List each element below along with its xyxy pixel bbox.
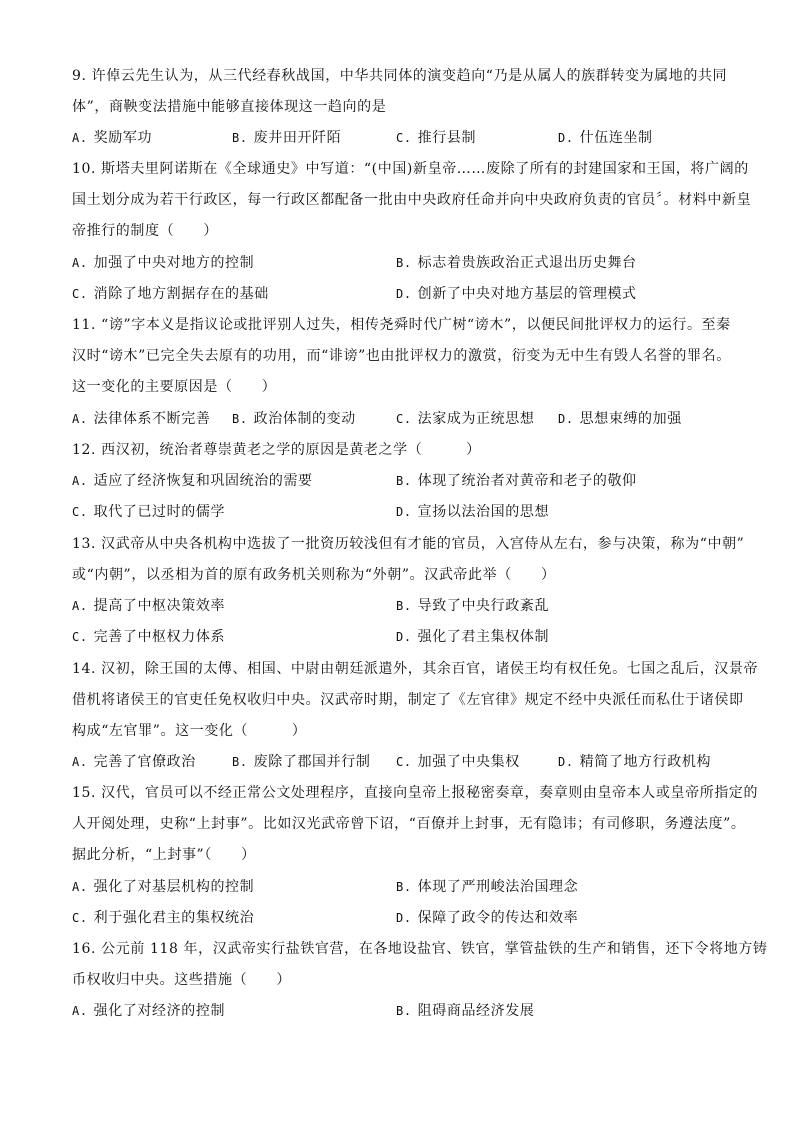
option-c[interactable]: C. 消除了地方割据存在的基础: [72, 286, 269, 302]
option-b[interactable]: B. 标志着贵族政治正式退出历史舞台: [396, 255, 637, 271]
question-text-line: 汉时“谤木”已完全失去原有的功用，而“诽谤”也由批评权力的激赏，衍变为无中生有毁人名誉的罪名。: [72, 348, 731, 364]
question-text-line: 帝推行的制度（ ）: [72, 223, 218, 239]
option-a[interactable]: A. 强化了对经济的控制: [72, 1003, 226, 1019]
question-15: [72, 778, 759, 871]
option-b[interactable]: B. 导致了中央行政紊乱: [396, 598, 550, 614]
option-a[interactable]: A. 提高了中枢决策效率: [72, 598, 226, 614]
question-text-line: 或“内朝”，以丞相为首的原有政务机关则称为“外朝”。汉武帝此举（ ）: [72, 567, 556, 583]
question-text-line: 15. 汉代，官员可以不经正常公文处理程序，直接向皇帝上报秘密奏章，奏章则由皇帝本人或皇帝所指定的: [72, 785, 759, 801]
option-d[interactable]: D. 思想束缚的加强: [558, 411, 682, 427]
question-text-line: 9. 许倬云先生认为，从三代经春秋战国，中华共同体的演变趋向“乃是从属人的族群转变为属地的共同: [72, 68, 728, 84]
question-12: [72, 435, 722, 466]
question-9: [72, 61, 728, 123]
question-text-line: 11. “谤”字本义是指议论或批评别人过失，相传尧舜时代广树“谤木”，以便民间批评权力的运行。至秦: [72, 317, 731, 333]
question-text-line: 12. 西汉初，统治者尊崇黄老之学的原因是黄老之学（ ）: [72, 442, 481, 458]
option-d[interactable]: D. 强化了君主集权体制: [396, 629, 550, 645]
question-16: [72, 934, 768, 996]
option-a[interactable]: A. 加强了中央对地方的控制: [72, 255, 255, 271]
options-15-row-2: [72, 903, 722, 934]
question-11: [72, 310, 731, 403]
option-d[interactable]: D. 创新了中央对地方基层的管理模式: [396, 286, 637, 302]
options-15-row-1: [72, 872, 722, 903]
option-b[interactable]: B. 政治体制的变动: [232, 411, 356, 427]
option-b[interactable]: B. 阻碍商品经济发展: [396, 1003, 535, 1019]
question-text-line: 10. 斯塔夫里阿诺斯在《全球通史》中写道：“(中国)新皇帝……废除了所有的封建国家和王国，将广阔的: [72, 161, 749, 177]
options-9: [72, 123, 722, 154]
option-a[interactable]: A. 完善了官僚政治: [72, 754, 196, 770]
question-14: [72, 654, 759, 747]
option-d[interactable]: D. 宣扬以法治国的思想: [396, 504, 550, 520]
option-c[interactable]: C. 加强了中央集权: [396, 754, 520, 770]
question-text-line: 构成“左官罪”。这一变化（ ）: [72, 723, 307, 739]
question-13: [72, 529, 745, 591]
question-text-line: 体”，商鞅变法措施中能够直接体现这一趋向的是: [72, 99, 387, 115]
question-text-line: 借机将诸侯王的官吏任免权收归中央。汉武帝时期，制定了《左官律》规定不经中央派任而私仕于诸侯即: [72, 692, 744, 708]
question-text-line: 人开阅处理，史称“上封事”。比如汉光武帝曾下诏，“百僚并上封事，无有隐讳；有司修职，务遵法度”。: [72, 816, 746, 832]
option-d[interactable]: D. 什伍连坐制: [558, 130, 653, 146]
question-text-line: 13. 汉武帝从中央各机构中选拔了一批资历较浅但有才能的官员，入宫侍从左右，参与决策，称为“中朝”: [72, 536, 745, 552]
option-a[interactable]: A. 适应了经济恢复和巩固统治的需要: [72, 473, 313, 489]
option-c[interactable]: C. 法家成为正统思想: [396, 411, 535, 427]
option-c[interactable]: C. 完善了中枢权力体系: [72, 629, 226, 645]
option-c[interactable]: C. 取代了已过时的儒学: [72, 504, 226, 520]
options-11: [72, 404, 722, 435]
question-text-line: 据此分析，“上封事”（ ）: [72, 847, 256, 863]
options-10-row-2: [72, 279, 722, 310]
option-b[interactable]: B. 废井田开阡陌: [232, 130, 342, 146]
question-text-line: 这一变化的主要原因是（ ）: [72, 379, 277, 395]
option-a[interactable]: A. 法律体系不断完善: [72, 411, 211, 427]
options-13-row-1: [72, 591, 722, 622]
question-text-line: 14. 汉初，除王国的太傅、相国、中尉由朝廷派遣外，其余百官，诸侯王均有权任免。七国之乱后，汉景帝: [72, 661, 759, 677]
question-text-line: 国土划分成为若干行政区，每一行政区都配备一批由中央政府任命并向中央政府负责的官员〞。材料中新皇: [72, 192, 752, 208]
option-b[interactable]: B. 废除了郡国并行制: [232, 754, 371, 770]
option-c[interactable]: C. 推行县制: [396, 130, 477, 146]
options-12-row-1: [72, 466, 722, 497]
options-13-row-2: [72, 622, 722, 653]
option-a[interactable]: A. 强化了对基层机构的控制: [72, 879, 255, 895]
option-c[interactable]: C. 利于强化君主的集权统治: [72, 910, 255, 926]
option-d[interactable]: D. 精简了地方行政机构: [558, 754, 712, 770]
options-12-row-2: [72, 497, 722, 528]
option-b[interactable]: B. 体现了严刑峻法治国理念: [396, 879, 579, 895]
option-a[interactable]: A. 奖励军功: [72, 130, 153, 146]
option-d[interactable]: D. 保障了政令的传达和效率: [396, 910, 579, 926]
question-text-line: 币权收归中央。这些措施（ ）: [72, 972, 291, 988]
question-10: [72, 154, 752, 247]
question-text-line: 16. 公元前 118 年，汉武帝实行盐铁官营，在各地设盐官、铁官，掌管盐铁的生产和销售，还下令将地方铸: [72, 941, 768, 957]
option-b[interactable]: B. 体现了统治者对黄帝和老子的敬仰: [396, 473, 637, 489]
options-14: [72, 747, 722, 778]
options-16-row-1: [72, 996, 722, 1027]
options-10-row-1: [72, 248, 722, 279]
